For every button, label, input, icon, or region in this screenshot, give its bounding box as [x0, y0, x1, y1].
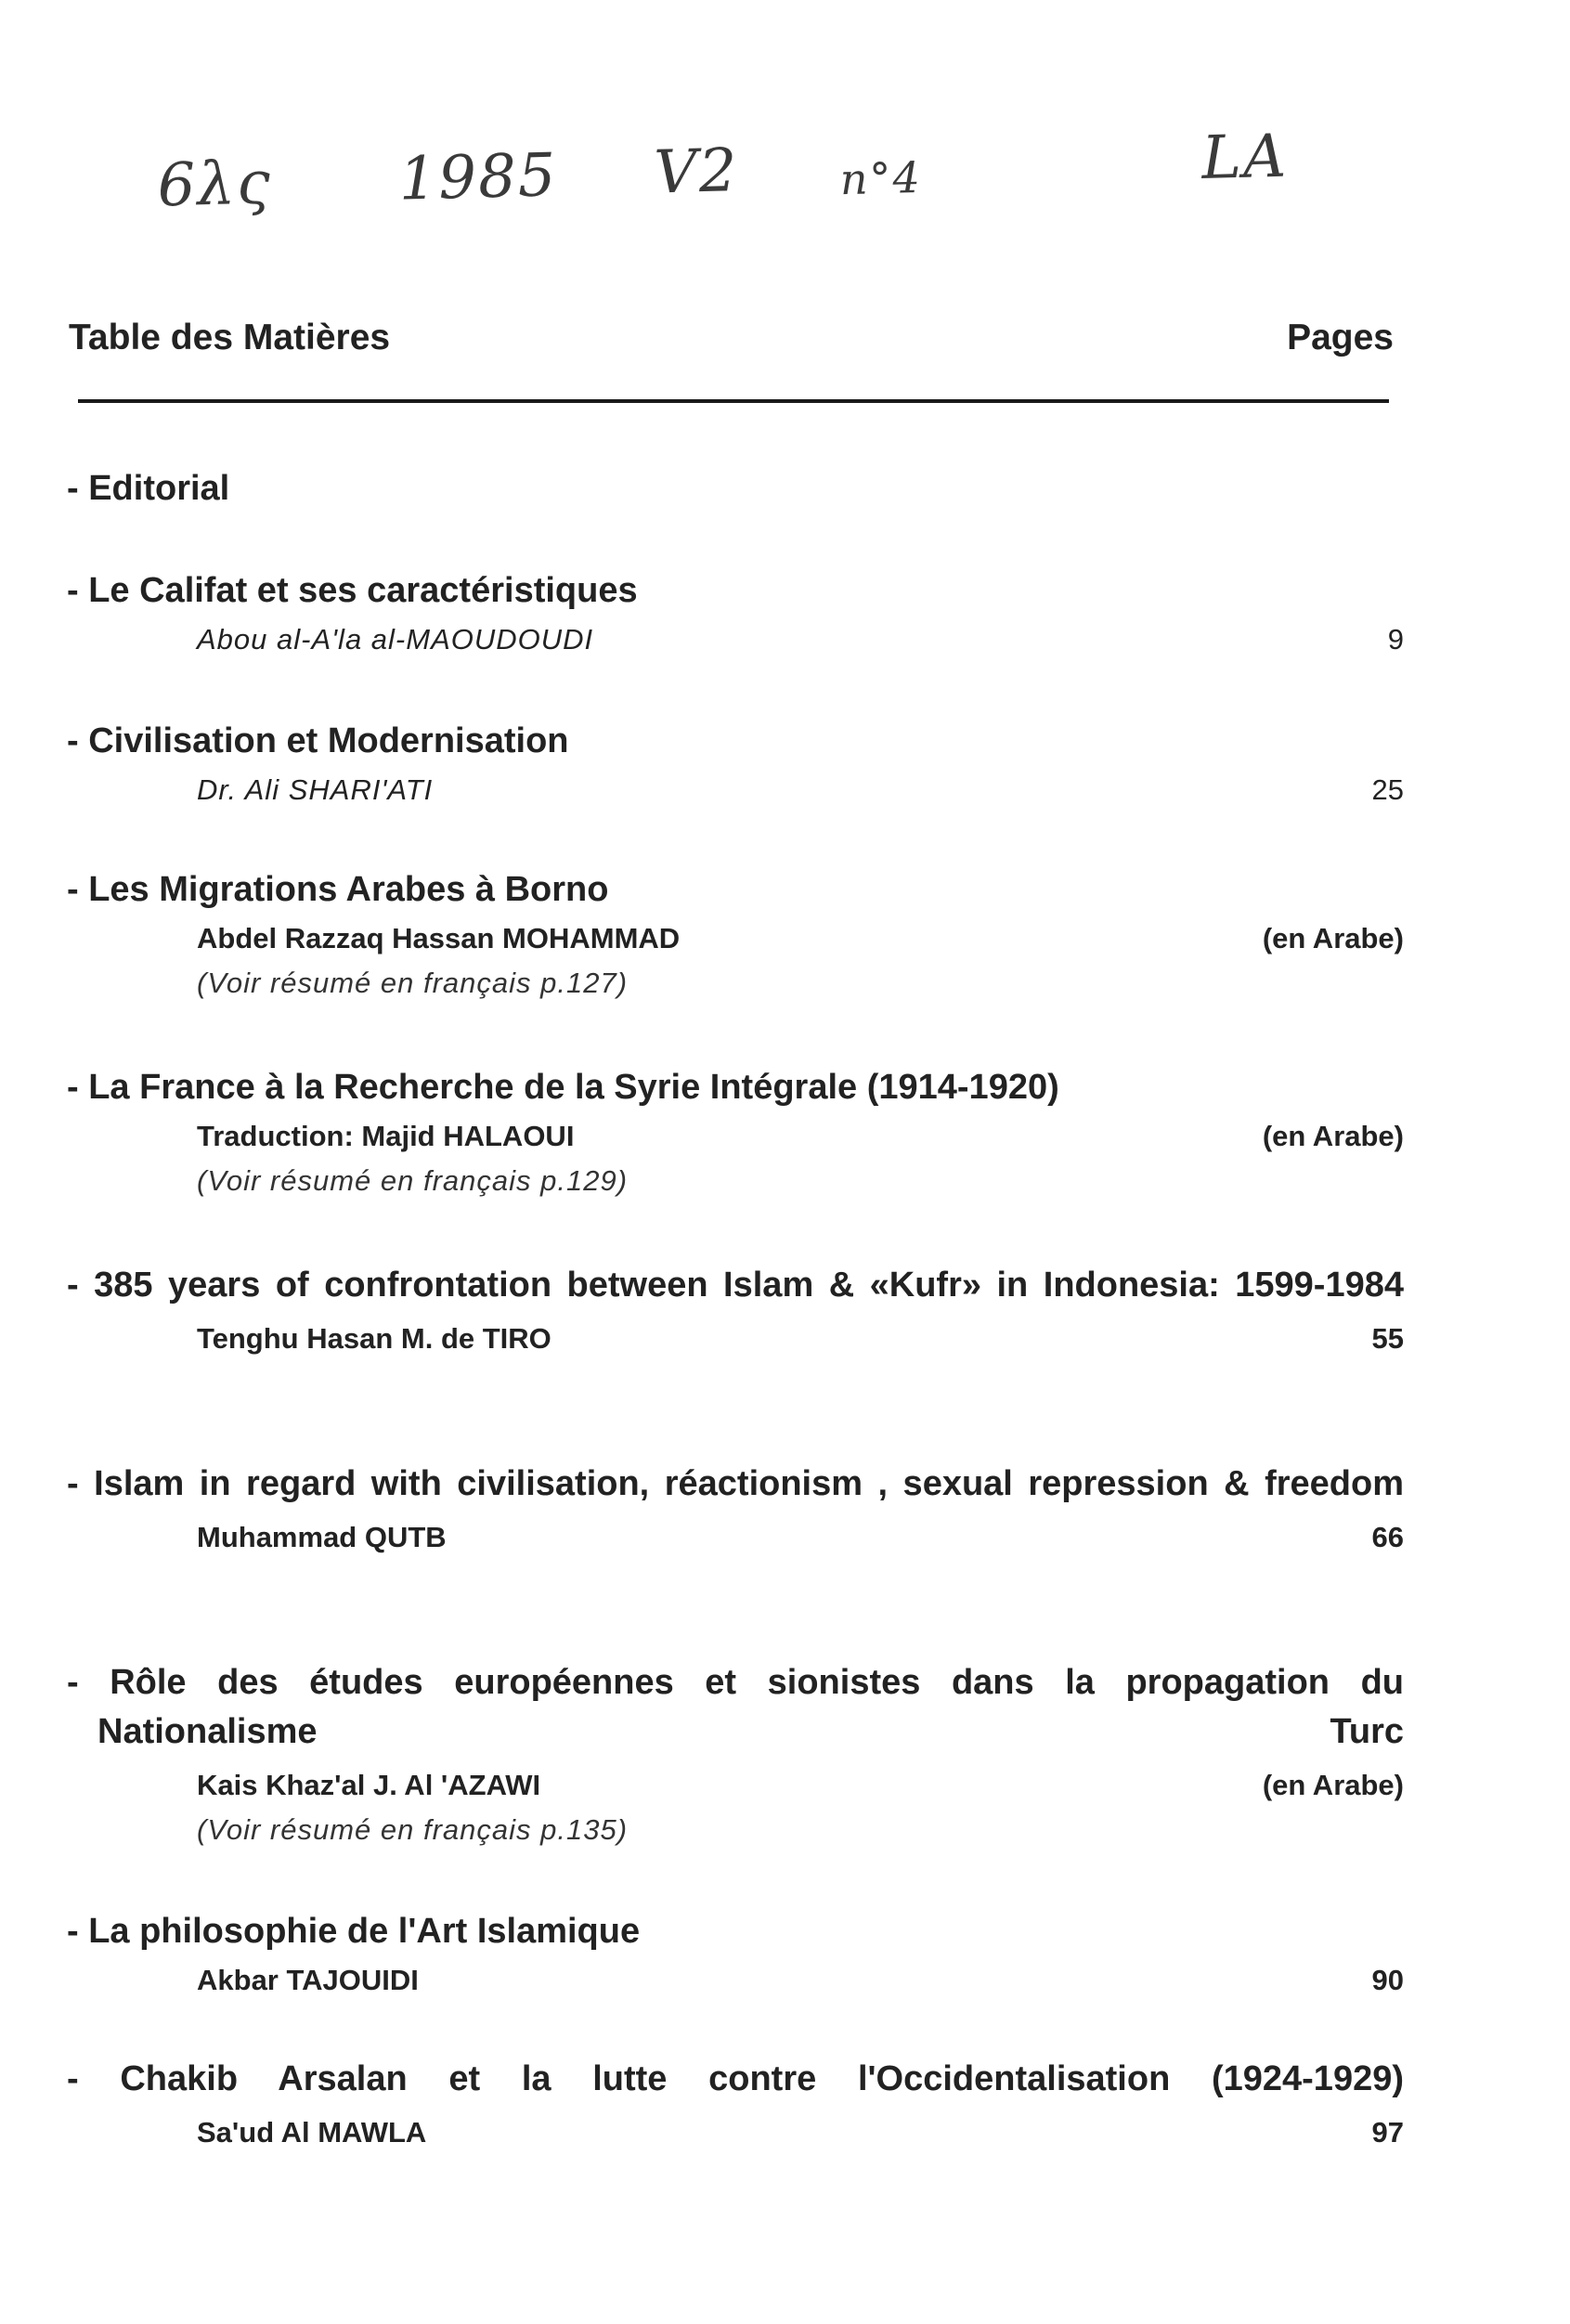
- toc-entry: [67, 2055, 1404, 2149]
- entry-author: Traduction: Majid HALAOUI: [197, 1120, 575, 1152]
- entry-page: 90: [1371, 1964, 1404, 1996]
- entry-author: Tenghu Hasan M. de TIRO: [197, 1322, 551, 1355]
- entry-author-line: [197, 1964, 1404, 1997]
- entry-author: Abdel Razzaq Hassan MOHAMMAD: [197, 922, 681, 954]
- entry-title: - La France à la Recherche de la Syrie Intégrale (1914-1920): [67, 1068, 1059, 1107]
- entry-page: 66: [1371, 1521, 1404, 1553]
- entry-summary-note: (Voir résumé en français p.135): [197, 1813, 629, 1846]
- entry-author-line: [197, 623, 1404, 656]
- entry-title: - Le Califat et ses caractéristiques: [67, 571, 638, 610]
- entry-author: Sa'ud Al MAWLA: [197, 2116, 427, 2149]
- entry-title: - Les Migrations Arabes à Borno: [67, 870, 609, 909]
- toc-title: Table des Matières: [69, 318, 391, 357]
- toc-entry: [67, 566, 1404, 656]
- entry-summary-note: (Voir résumé en français p.127): [197, 967, 629, 999]
- entry-page: (en Arabe): [1262, 922, 1404, 954]
- toc-entry: [67, 1261, 1404, 1356]
- editorial-entry: - Editorial: [67, 469, 230, 508]
- entry-author: Dr. Ali SHARI'ATI: [197, 773, 434, 806]
- entry-author: Kais Khaz'al J. Al 'AZAWI: [197, 1769, 541, 1801]
- entry-author: Abou al-A'la al-MAOUDOUDI: [197, 623, 594, 656]
- toc-entry: [67, 1907, 1404, 1997]
- toc-entry: [67, 1063, 1404, 1198]
- toc-entry: [67, 717, 1404, 807]
- handwritten-note: 6λς: [156, 149, 273, 221]
- handwritten-note: n°4: [839, 151, 923, 205]
- entry-author-line: [197, 922, 1404, 955]
- entry-title: - La philosophie de l'Art Islamique: [67, 1912, 641, 1951]
- entry-author: Akbar TAJOUIDI: [197, 1964, 419, 1996]
- header-divider: [78, 399, 1389, 403]
- toc-entry: [67, 1658, 1404, 1847]
- entry-author: Muhammad QUTB: [197, 1521, 447, 1553]
- entry-title: - Chakib Arsalan et la lutte contre l'Occidentalisation (1924-1929): [67, 2059, 1404, 2098]
- entry-title: - Islam in regard with civilisation, réactionism , sexual repression & freedom: [67, 1464, 1404, 1503]
- handwritten-annotation: [129, 122, 1290, 254]
- handwritten-note: V2: [653, 136, 740, 208]
- handwritten-note: 1985: [397, 141, 559, 214]
- toc-entry: [67, 865, 1404, 1000]
- entry-title: - 385 years of confrontation between Islam & «Kufr» in Indonesia: 1599-1984: [67, 1266, 1404, 1305]
- entry-title: - Civilisation et Modernisation: [67, 721, 569, 760]
- entry-author-line: [197, 773, 1404, 807]
- entry-author-line: [197, 1120, 1404, 1153]
- entry-page: 9: [1387, 623, 1404, 656]
- entry-summary-note: (Voir résumé en français p.129): [197, 1164, 629, 1197]
- pages-label: Pages: [1287, 318, 1394, 357]
- entry-page: 97: [1371, 2116, 1404, 2149]
- entry-page: (en Arabe): [1262, 1769, 1404, 1801]
- entry-page: (en Arabe): [1262, 1120, 1404, 1152]
- entry-page: 25: [1371, 773, 1404, 806]
- entry-title: - Rôle des études européennes et sionistes dans la propagation du Nationalisme Turc: [67, 1663, 1404, 1751]
- handwritten-note: LA: [1200, 122, 1290, 193]
- entry-page: 55: [1371, 1322, 1404, 1355]
- toc-entry: [67, 1460, 1404, 1554]
- toc-header: [69, 318, 1394, 358]
